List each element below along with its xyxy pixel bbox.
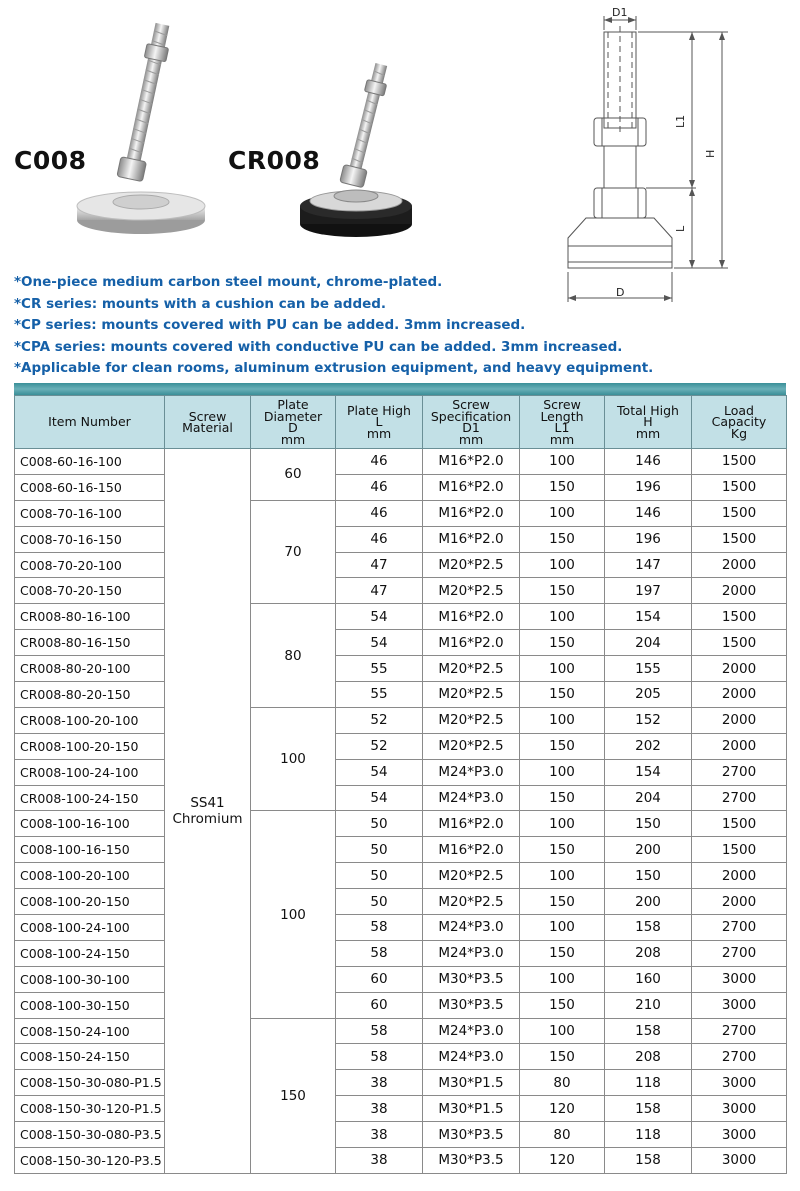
screw-material-line: Chromium bbox=[172, 810, 243, 827]
table-row bbox=[15, 992, 787, 1018]
screw-length-cell: 150 bbox=[520, 1044, 605, 1070]
load-capacity-cell: 1500 bbox=[692, 474, 787, 500]
item-number-cell: CR008-80-16-100 bbox=[15, 604, 165, 630]
table-row bbox=[15, 915, 787, 941]
table-row bbox=[15, 682, 787, 708]
total-high-cell: 208 bbox=[605, 940, 692, 966]
total-high-cell: 158 bbox=[605, 915, 692, 941]
total-high-cell: 158 bbox=[605, 1148, 692, 1174]
load-capacity-cell: 2000 bbox=[692, 682, 787, 708]
total-high-cell: 158 bbox=[605, 1018, 692, 1044]
header-plate-high: Plate High L mm bbox=[336, 396, 423, 449]
item-number-cell: C008-100-20-150 bbox=[15, 889, 165, 915]
total-high-cell: 147 bbox=[605, 552, 692, 578]
screw-spec-cell: M20*P2.5 bbox=[423, 656, 520, 682]
screw-spec-cell: M20*P2.5 bbox=[423, 863, 520, 889]
screw-spec-cell: M30*P3.5 bbox=[423, 966, 520, 992]
table-row bbox=[15, 474, 787, 500]
screw-spec-cell: M24*P3.0 bbox=[423, 785, 520, 811]
table-row bbox=[15, 966, 787, 992]
load-capacity-cell: 3000 bbox=[692, 966, 787, 992]
total-high-cell: 155 bbox=[605, 656, 692, 682]
load-capacity-cell: 1500 bbox=[692, 837, 787, 863]
table-row bbox=[15, 656, 787, 682]
dim-d1-label: D1 bbox=[612, 6, 628, 19]
screw-spec-cell: M20*P2.5 bbox=[423, 682, 520, 708]
screw-spec-cell: M30*P3.5 bbox=[423, 1148, 520, 1174]
total-high-cell: 208 bbox=[605, 1044, 692, 1070]
total-high-cell: 146 bbox=[605, 500, 692, 526]
plate-high-cell: 38 bbox=[336, 1148, 423, 1174]
plate-diameter-cell: 70 bbox=[251, 500, 336, 604]
screw-length-cell: 150 bbox=[520, 785, 605, 811]
item-number-cell: C008-70-20-150 bbox=[15, 578, 165, 604]
table-row bbox=[15, 889, 787, 915]
table-row bbox=[15, 811, 787, 837]
table-row bbox=[15, 604, 787, 630]
screw-spec-cell: M20*P2.5 bbox=[423, 707, 520, 733]
screw-spec-cell: M16*P2.0 bbox=[423, 474, 520, 500]
screw-spec-cell: M30*P3.5 bbox=[423, 992, 520, 1018]
load-capacity-cell: 2000 bbox=[692, 552, 787, 578]
c008-label: C008 bbox=[14, 146, 87, 175]
note-line: *One-piece medium carbon steel mount, chrome-plated. bbox=[14, 274, 443, 290]
total-high-cell: 196 bbox=[605, 526, 692, 552]
note-line: *Applicable for clean rooms, aluminum extrusion equipment, and heavy equipment. bbox=[14, 360, 654, 377]
plate-high-cell: 50 bbox=[336, 837, 423, 863]
screw-spec-cell: M16*P2.0 bbox=[423, 449, 520, 475]
load-capacity-cell: 2000 bbox=[692, 889, 787, 915]
dim-d-label: D bbox=[616, 286, 625, 299]
screw-length-cell: 150 bbox=[520, 526, 605, 552]
screw-spec-cell: M24*P3.0 bbox=[423, 759, 520, 785]
screw-length-cell: 100 bbox=[520, 656, 605, 682]
screw-material-cell bbox=[165, 449, 251, 1174]
screw-length-cell: 150 bbox=[520, 474, 605, 500]
plate-high-cell: 60 bbox=[336, 992, 423, 1018]
table-row bbox=[15, 733, 787, 759]
item-number-cell: CR008-100-24-150 bbox=[15, 785, 165, 811]
plate-high-cell: 46 bbox=[336, 526, 423, 552]
plate-diameter-cell: 150 bbox=[251, 1018, 336, 1173]
plate-high-cell: 52 bbox=[336, 707, 423, 733]
table-row bbox=[15, 578, 787, 604]
total-high-cell: 150 bbox=[605, 863, 692, 889]
screw-length-cell: 100 bbox=[520, 604, 605, 630]
screw-spec-cell: M30*P1.5 bbox=[423, 1070, 520, 1096]
screw-spec-cell: M16*P2.0 bbox=[423, 604, 520, 630]
screw-length-cell: 120 bbox=[520, 1148, 605, 1174]
plate-diameter-cell: 100 bbox=[251, 707, 336, 811]
header-screw-specification: Screw Specification D1 mm bbox=[423, 396, 520, 449]
screw-length-cell: 100 bbox=[520, 915, 605, 941]
load-capacity-cell: 2000 bbox=[692, 578, 787, 604]
header-screw-material: Screw Material bbox=[165, 396, 251, 449]
plate-high-cell: 58 bbox=[336, 915, 423, 941]
screw-spec-cell: M24*P3.0 bbox=[423, 915, 520, 941]
plate-diameter-cell: 80 bbox=[251, 604, 336, 708]
total-high-cell: 154 bbox=[605, 604, 692, 630]
plate-high-cell: 47 bbox=[336, 552, 423, 578]
screw-length-cell: 80 bbox=[520, 1122, 605, 1148]
load-capacity-cell: 1500 bbox=[692, 526, 787, 552]
spec-table bbox=[14, 395, 787, 1174]
screw-length-cell: 100 bbox=[520, 759, 605, 785]
plate-high-cell: 38 bbox=[336, 1096, 423, 1122]
screw-material-line: SS41 bbox=[190, 794, 225, 811]
plate-high-cell: 38 bbox=[336, 1070, 423, 1096]
screw-length-cell: 150 bbox=[520, 630, 605, 656]
total-high-cell: 205 bbox=[605, 682, 692, 708]
screw-length-cell: 150 bbox=[520, 733, 605, 759]
total-high-cell: 150 bbox=[605, 811, 692, 837]
table-row bbox=[15, 863, 787, 889]
plate-high-cell: 54 bbox=[336, 785, 423, 811]
item-number-cell: C008-100-30-150 bbox=[15, 992, 165, 1018]
item-number-cell: C008-150-24-100 bbox=[15, 1018, 165, 1044]
screw-length-cell: 120 bbox=[520, 1096, 605, 1122]
screw-spec-cell: M24*P3.0 bbox=[423, 1044, 520, 1070]
plate-high-cell: 46 bbox=[336, 474, 423, 500]
screw-spec-cell: M16*P2.0 bbox=[423, 837, 520, 863]
screw-spec-cell: M20*P2.5 bbox=[423, 552, 520, 578]
header-item-number: Item Number bbox=[15, 396, 165, 449]
cr008-label: CR008 bbox=[228, 146, 321, 175]
item-number-cell: C008-100-30-100 bbox=[15, 966, 165, 992]
screw-length-cell: 150 bbox=[520, 578, 605, 604]
table-row bbox=[15, 1044, 787, 1070]
screw-spec-cell: M16*P2.0 bbox=[423, 811, 520, 837]
dim-l-label: L bbox=[674, 225, 687, 232]
load-capacity-cell: 3000 bbox=[692, 1122, 787, 1148]
item-number-cell: C008-150-30-080-P1.5 bbox=[15, 1070, 165, 1096]
load-capacity-cell: 1500 bbox=[692, 604, 787, 630]
dimension-drawing bbox=[546, 6, 760, 306]
plate-high-cell: 46 bbox=[336, 500, 423, 526]
table-row bbox=[15, 785, 787, 811]
table-row bbox=[15, 1018, 787, 1044]
screw-length-cell: 100 bbox=[520, 1018, 605, 1044]
note-line: *CPA series: mounts covered with conductive PU can be added. 3mm increased. bbox=[14, 338, 623, 355]
plate-high-cell: 58 bbox=[336, 940, 423, 966]
item-number-cell: CR008-100-20-100 bbox=[15, 707, 165, 733]
table-row bbox=[15, 630, 787, 656]
screw-length-cell: 150 bbox=[520, 992, 605, 1018]
item-number-cell: C008-150-24-150 bbox=[15, 1044, 165, 1070]
screw-length-cell: 100 bbox=[520, 500, 605, 526]
total-high-cell: 196 bbox=[605, 474, 692, 500]
screw-length-cell: 100 bbox=[520, 707, 605, 733]
plate-high-cell: 55 bbox=[336, 656, 423, 682]
screw-spec-cell: M16*P2.0 bbox=[423, 526, 520, 552]
total-high-cell: 158 bbox=[605, 1096, 692, 1122]
plate-high-cell: 58 bbox=[336, 1044, 423, 1070]
item-number-cell: CR008-100-24-100 bbox=[15, 759, 165, 785]
table-row bbox=[15, 759, 787, 785]
header-total-high: Total High H mm bbox=[605, 396, 692, 449]
item-number-cell: C008-150-30-080-P3.5 bbox=[15, 1122, 165, 1148]
plate-high-cell: 38 bbox=[336, 1122, 423, 1148]
item-number-cell: C008-150-30-120-P1.5 bbox=[15, 1096, 165, 1122]
item-number-cell: CR008-80-20-100 bbox=[15, 656, 165, 682]
table-header-stripe bbox=[14, 383, 786, 395]
load-capacity-cell: 3000 bbox=[692, 1096, 787, 1122]
total-high-cell: 118 bbox=[605, 1122, 692, 1148]
item-number-cell: C008-70-16-100 bbox=[15, 500, 165, 526]
plate-high-cell: 47 bbox=[336, 578, 423, 604]
table-row bbox=[15, 707, 787, 733]
note-line: *CR series: mounts with a cushion can be added. bbox=[14, 295, 387, 312]
load-capacity-cell: 2700 bbox=[692, 915, 787, 941]
item-number-cell: C008-150-30-120-P3.5 bbox=[15, 1148, 165, 1174]
item-number-cell: C008-100-24-100 bbox=[15, 915, 165, 941]
screw-length-cell: 100 bbox=[520, 449, 605, 475]
screw-spec-cell: M16*P2.0 bbox=[423, 630, 520, 656]
screw-spec-cell: M20*P2.5 bbox=[423, 889, 520, 915]
table-header-row bbox=[15, 396, 787, 449]
total-high-cell: 200 bbox=[605, 889, 692, 915]
load-capacity-cell: 1500 bbox=[692, 449, 787, 475]
load-capacity-cell: 1500 bbox=[692, 630, 787, 656]
load-capacity-cell: 3000 bbox=[692, 1070, 787, 1096]
item-number-cell: C008-100-24-150 bbox=[15, 940, 165, 966]
table-row bbox=[15, 1070, 787, 1096]
screw-length-cell: 150 bbox=[520, 889, 605, 915]
plate-high-cell: 50 bbox=[336, 811, 423, 837]
header-load-capacity: Load Capacity Kg bbox=[692, 396, 787, 449]
total-high-cell: 160 bbox=[605, 966, 692, 992]
plate-high-cell: 52 bbox=[336, 733, 423, 759]
plate-high-cell: 55 bbox=[336, 682, 423, 708]
screw-length-cell: 80 bbox=[520, 1070, 605, 1096]
screw-length-cell: 150 bbox=[520, 837, 605, 863]
item-number-cell: C008-100-20-100 bbox=[15, 863, 165, 889]
item-number-cell: C008-100-16-150 bbox=[15, 837, 165, 863]
plate-high-cell: 54 bbox=[336, 630, 423, 656]
load-capacity-cell: 1500 bbox=[692, 811, 787, 837]
total-high-cell: 197 bbox=[605, 578, 692, 604]
plate-high-cell: 54 bbox=[336, 604, 423, 630]
load-capacity-cell: 3000 bbox=[692, 992, 787, 1018]
screw-length-cell: 150 bbox=[520, 940, 605, 966]
load-capacity-cell: 2000 bbox=[692, 707, 787, 733]
load-capacity-cell: 1500 bbox=[692, 500, 787, 526]
load-capacity-cell: 2700 bbox=[692, 1018, 787, 1044]
table-row bbox=[15, 500, 787, 526]
plate-high-cell: 60 bbox=[336, 966, 423, 992]
table-row bbox=[15, 1096, 787, 1122]
item-number-cell: CR008-80-20-150 bbox=[15, 682, 165, 708]
load-capacity-cell: 2700 bbox=[692, 785, 787, 811]
header-plate-diameter: Plate Diameter D mm bbox=[251, 396, 336, 449]
load-capacity-cell: 2000 bbox=[692, 656, 787, 682]
screw-length-cell: 100 bbox=[520, 863, 605, 889]
table-row bbox=[15, 1148, 787, 1174]
total-high-cell: 200 bbox=[605, 837, 692, 863]
total-high-cell: 210 bbox=[605, 992, 692, 1018]
screw-spec-cell: M24*P3.0 bbox=[423, 1018, 520, 1044]
screw-length-cell: 150 bbox=[520, 682, 605, 708]
screw-spec-cell: M24*P3.0 bbox=[423, 940, 520, 966]
total-high-cell: 118 bbox=[605, 1070, 692, 1096]
item-number-cell: C008-70-16-150 bbox=[15, 526, 165, 552]
screw-spec-cell: M30*P1.5 bbox=[423, 1096, 520, 1122]
plate-diameter-cell: 100 bbox=[251, 811, 336, 1018]
table-row bbox=[15, 940, 787, 966]
item-number-cell: C008-60-16-100 bbox=[15, 449, 165, 475]
item-number-cell: C008-60-16-150 bbox=[15, 474, 165, 500]
c008-product-image bbox=[66, 10, 216, 250]
total-high-cell: 152 bbox=[605, 707, 692, 733]
item-number-cell: C008-70-20-100 bbox=[15, 552, 165, 578]
screw-spec-cell: M20*P2.5 bbox=[423, 733, 520, 759]
plate-diameter-cell: 60 bbox=[251, 449, 336, 501]
item-number-cell: CR008-80-16-150 bbox=[15, 630, 165, 656]
table-row bbox=[15, 552, 787, 578]
total-high-cell: 154 bbox=[605, 759, 692, 785]
table-row bbox=[15, 526, 787, 552]
load-capacity-cell: 2700 bbox=[692, 940, 787, 966]
total-high-cell: 202 bbox=[605, 733, 692, 759]
load-capacity-cell: 2000 bbox=[692, 863, 787, 889]
plate-high-cell: 50 bbox=[336, 889, 423, 915]
screw-length-cell: 100 bbox=[520, 811, 605, 837]
note-line: *CP series: mounts covered with PU can be added. 3mm increased. bbox=[14, 317, 526, 334]
load-capacity-cell: 2700 bbox=[692, 759, 787, 785]
dim-h-label: H bbox=[704, 149, 717, 158]
item-number-cell: CR008-100-20-150 bbox=[15, 733, 165, 759]
feature-notes bbox=[14, 272, 654, 380]
total-high-cell: 204 bbox=[605, 785, 692, 811]
load-capacity-cell: 3000 bbox=[692, 1148, 787, 1174]
load-capacity-cell: 2700 bbox=[692, 1044, 787, 1070]
dim-l1-label: L1 bbox=[674, 114, 687, 128]
screw-length-cell: 100 bbox=[520, 552, 605, 578]
item-number-cell: C008-100-16-100 bbox=[15, 811, 165, 837]
table-row bbox=[15, 837, 787, 863]
table-row bbox=[15, 1122, 787, 1148]
plate-high-cell: 50 bbox=[336, 863, 423, 889]
plate-high-cell: 46 bbox=[336, 449, 423, 475]
screw-spec-cell: M30*P3.5 bbox=[423, 1122, 520, 1148]
total-high-cell: 146 bbox=[605, 449, 692, 475]
header-screw-length: Screw Length L1 mm bbox=[520, 396, 605, 449]
plate-high-cell: 58 bbox=[336, 1018, 423, 1044]
screw-spec-cell: M16*P2.0 bbox=[423, 500, 520, 526]
screw-spec-cell: M20*P2.5 bbox=[423, 578, 520, 604]
table-row bbox=[15, 449, 787, 475]
load-capacity-cell: 2000 bbox=[692, 733, 787, 759]
total-high-cell: 204 bbox=[605, 630, 692, 656]
screw-length-cell: 100 bbox=[520, 966, 605, 992]
plate-high-cell: 54 bbox=[336, 759, 423, 785]
table-body bbox=[15, 449, 787, 1174]
